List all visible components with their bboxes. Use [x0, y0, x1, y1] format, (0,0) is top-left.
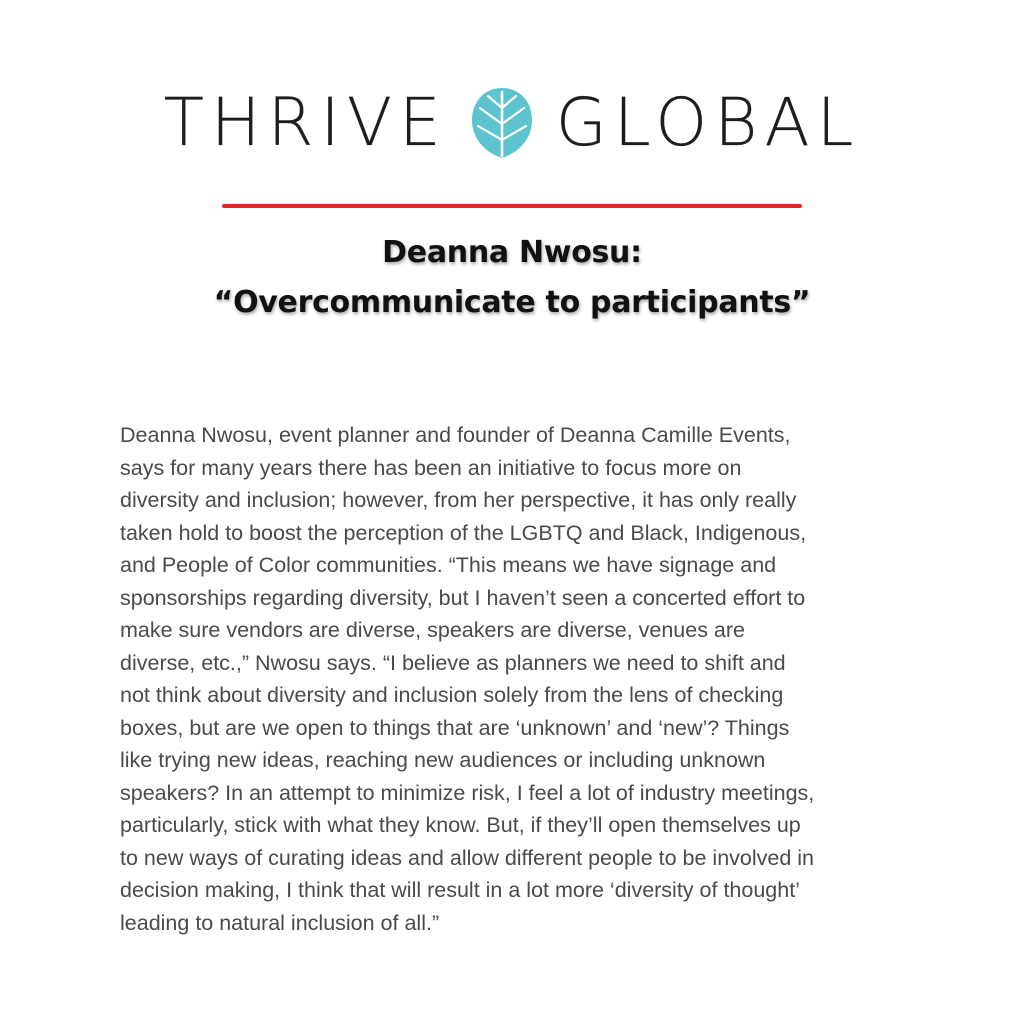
body-line: and People of Color communities. “This means we have signage and: [120, 553, 777, 577]
red-divider: [222, 204, 802, 208]
body-line: diverse, etc.,” Nwosu says. “I believe as planners we need to shift and: [120, 650, 786, 675]
body-line: decision making, I think that will result in a lot more ‘diversity of thought’: [120, 878, 800, 902]
logo-word-global: GLOBAL: [555, 84, 861, 161]
leaf-icon: [470, 86, 534, 160]
article-body: [120, 419, 920, 939]
logo-word-thrive: THRIVE: [163, 84, 448, 161]
headline-line-1: Deanna Nwosu:: [382, 235, 642, 270]
brand-logo: [0, 82, 1024, 164]
body-line: like trying new ideas, reaching new audiences or including unknown: [120, 748, 766, 772]
body-line: particularly, stick with what they know. But, if they’ll open themselves up: [120, 813, 801, 837]
body-line: speakers? In an attempt to minimize risk, I feel a lot of industry meetings,: [120, 780, 815, 805]
headline: [0, 228, 1024, 328]
body-line: sponsorships regarding diversity, but I haven’t seen a concerted effort to: [120, 585, 806, 610]
body-line: boxes, but are we open to things that are ‘unknown’ and ‘new’? Things: [120, 715, 790, 740]
body-line: says for many years there has been an initiative to focus more on: [120, 455, 742, 480]
body-line: leading to natural inclusion of all.”: [120, 910, 440, 935]
body-line: diversity and inclusion; however, from her perspective, it has only really: [120, 488, 797, 512]
body-line: Deanna Nwosu, event planner and founder of Deanna Camille Events,: [120, 423, 791, 447]
headline-line-2: “Overcommunicate to participants”: [213, 285, 811, 320]
body-line: make sure vendors are diverse, speakers are diverse, venues are: [120, 618, 746, 642]
body-line: to new ways of curating ideas and allow different people to be involved in: [120, 845, 815, 870]
body-line: not think about diversity and inclusion solely from the lens of checking: [120, 683, 784, 707]
body-line: taken hold to boost the perception of the LGBTQ and Black, Indigenous,: [120, 520, 807, 545]
